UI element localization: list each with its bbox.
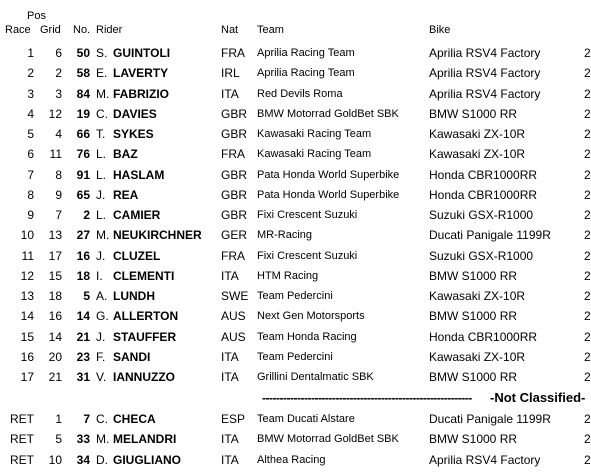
bike-cell: BMW S1000 RR [429, 106, 518, 121]
rider-surname: CLEMENTI [113, 268, 175, 283]
grid-cell: 1 [55, 412, 62, 426]
race-cell: 13 [20, 289, 34, 303]
header-pos: Pos [27, 10, 46, 22]
race-cell: 14 [20, 309, 34, 324]
bike-cell: Honda CBR1000RR [429, 187, 538, 202]
number-cell: 23 [76, 349, 90, 364]
bike-cell: Suzuki GSX-R1000 [429, 208, 534, 222]
rider-surname: STAUFFER [113, 329, 177, 344]
bike-cell: Honda CBR1000RR [429, 167, 538, 182]
team-cell: HTM Racing [257, 269, 319, 282]
cut-off-column: 2 [584, 309, 591, 324]
table-row [0, 286, 591, 306]
table-row [0, 306, 591, 326]
cut-off-column: 2 [584, 248, 591, 263]
team-cell: Kawasaki Racing Team [257, 128, 372, 140]
nat-cell: GBR [221, 106, 248, 121]
cut-off-column: 2 [584, 349, 591, 364]
bike-cell: Aprilia RSV4 Factory [429, 46, 541, 60]
table-row [0, 43, 591, 63]
team-cell: Pata Honda World Superbike [257, 188, 400, 201]
race-cell: 12 [20, 268, 34, 283]
cut-off-column: 2 [584, 329, 591, 344]
team-cell: MR-Racing [257, 229, 313, 242]
race-cell: 15 [20, 329, 34, 344]
bike-cell: Kawasaki ZX-10R [429, 147, 526, 162]
grid-cell: 11 [49, 147, 62, 162]
table-row [0, 84, 591, 104]
table-row [0, 124, 591, 144]
team-cell: BMW Motorrad GoldBet SBK [257, 107, 399, 120]
rider-initial: L. [96, 147, 107, 162]
header-race: Race [5, 24, 31, 36]
table-row [0, 63, 591, 83]
cut-off-column: 2 [584, 86, 591, 101]
rider-surname: FABRIZIO [113, 86, 169, 101]
table-row [0, 185, 591, 205]
grid-cell: 9 [55, 187, 62, 202]
number-cell: 5 [83, 289, 90, 303]
team-cell: Red Devils Roma [257, 87, 343, 100]
rider-initial: M. [96, 432, 110, 447]
table-row [0, 104, 591, 124]
number-cell: 18 [76, 268, 90, 283]
table-row [0, 266, 591, 286]
rider-initial: J. [96, 329, 106, 344]
table-row [0, 225, 591, 245]
team-cell: Team Honda Racing [257, 330, 357, 343]
header-bike: Bike [429, 24, 451, 36]
number-cell: 33 [76, 432, 90, 447]
table-row [0, 327, 591, 347]
rider-surname: SANDI [113, 349, 151, 364]
team-cell: Team Pedercini [257, 350, 333, 363]
bike-cell: Kawasaki ZX-10R [429, 349, 526, 364]
number-cell: 58 [76, 66, 90, 81]
grid-cell: 8 [55, 167, 62, 182]
rider-surname: SYKES [113, 127, 154, 141]
header-team: Team [257, 24, 284, 36]
rider-surname: DAVIES [113, 106, 157, 121]
nat-cell: FRA [221, 147, 245, 162]
rider-initial: M. [96, 228, 110, 243]
cut-off-column: 2 [584, 452, 591, 467]
not-classified-separator [0, 388, 588, 408]
rider-initial: L. [96, 167, 107, 182]
rider-initial: J. [96, 187, 106, 202]
bike-cell: Ducati Panigale 1199R [429, 228, 551, 243]
team-cell: Team Ducati Alstare [257, 413, 355, 425]
rider-initial: T. [96, 127, 106, 141]
race-cell: 7 [27, 167, 34, 182]
rider-initial: A. [96, 289, 108, 303]
team-cell: Fixi Crescent Suzuki [257, 209, 358, 221]
grid-cell: 6 [55, 46, 62, 60]
number-cell: 27 [76, 228, 90, 243]
bike-cell: Kawasaki ZX-10R [429, 289, 526, 303]
bike-cell: Suzuki GSX-R1000 [429, 248, 534, 263]
cut-off-column: 2 [584, 432, 591, 447]
race-cell: 5 [27, 127, 34, 141]
grid-cell: 2 [55, 66, 62, 81]
rider-surname: NEUKIRCHNER [113, 228, 202, 243]
header-nat: Nat [221, 24, 239, 36]
nat-cell: ITA [221, 268, 239, 283]
nat-cell: ITA [221, 432, 239, 447]
team-cell: Fixi Crescent Suzuki [257, 249, 358, 262]
team-cell: BMW Motorrad GoldBet SBK [257, 433, 399, 446]
race-cell: 16 [20, 349, 34, 364]
rider-initial: C. [96, 106, 108, 121]
bike-cell: Ducati Panigale 1199R [429, 412, 551, 426]
grid-cell: 5 [55, 432, 62, 447]
race-cell: 17 [20, 370, 34, 384]
nat-cell: ITA [221, 349, 239, 364]
rider-surname: LAVERTY [113, 66, 169, 81]
rider-surname: CAMIER [113, 208, 161, 222]
rider-surname: GIUGLIANO [113, 452, 181, 467]
race-cell: RET [10, 452, 34, 467]
nat-cell: ITA [221, 86, 239, 101]
rider-initial: L. [96, 208, 107, 222]
bike-cell: Aprilia RSV4 Factory [429, 66, 541, 81]
rider-initial: D. [96, 452, 108, 467]
grid-cell: 17 [48, 248, 62, 263]
nat-cell: GBR [221, 127, 248, 141]
nat-cell: FRA [221, 248, 245, 263]
number-cell: 31 [76, 370, 90, 384]
rider-surname: LUNDH [113, 289, 155, 303]
cut-off-column: 2 [584, 66, 591, 81]
grid-cell: 13 [48, 228, 62, 243]
nat-cell: AUS [221, 329, 246, 344]
rider-initial: E. [96, 66, 108, 81]
team-cell: Pata Honda World Superbike [257, 168, 400, 181]
number-cell: 34 [76, 452, 90, 467]
rider-surname: BAZ [113, 147, 138, 162]
cut-off-column: 2 [584, 208, 591, 222]
cut-off-column: 2 [584, 187, 591, 202]
cut-off-column: 2 [584, 289, 591, 303]
team-cell: Kawasaki Racing Team [257, 148, 372, 161]
race-cell: RET [10, 412, 34, 426]
table-row [0, 205, 591, 225]
grid-cell: 16 [48, 309, 62, 324]
grid-cell: 21 [48, 370, 62, 384]
bike-cell: BMW S1000 RR [429, 432, 518, 447]
table-row [0, 246, 591, 266]
cut-off-column: 2 [584, 167, 591, 182]
cut-off-column: 2 [584, 106, 591, 121]
team-cell: Aprilia Racing Team [257, 67, 355, 80]
number-cell: 14 [76, 309, 90, 324]
header-no: No. [73, 24, 91, 36]
nat-cell: GBR [221, 167, 248, 182]
grid-cell: 10 [48, 452, 62, 467]
cut-off-column: 2 [584, 147, 591, 162]
race-cell: 9 [27, 208, 34, 222]
table-row [0, 165, 591, 185]
grid-cell: 4 [55, 127, 62, 141]
race-cell: 11 [21, 248, 34, 263]
grid-cell: 12 [48, 106, 62, 121]
cut-off-column: 2 [584, 370, 591, 384]
cut-off-column: 2 [584, 412, 591, 426]
grid-cell: 18 [48, 289, 62, 303]
number-cell: 2 [83, 208, 90, 222]
team-cell: Team Pedercini [257, 290, 333, 302]
table-row [0, 367, 591, 387]
nat-cell: ITA [221, 370, 239, 384]
table-row [0, 450, 591, 470]
race-cell: 3 [27, 86, 34, 101]
table-row [0, 347, 591, 367]
number-cell: 66 [76, 127, 90, 141]
number-cell: 76 [76, 147, 90, 162]
team-cell: Next Gen Motorsports [257, 310, 365, 323]
cut-off-column: 2 [584, 46, 591, 60]
grid-cell: 20 [48, 349, 62, 364]
grid-cell: 3 [55, 86, 62, 101]
cut-off-column: 2 [584, 127, 591, 141]
header-grid: Grid [40, 24, 61, 36]
team-cell: Grillini Dentalmatic SBK [257, 371, 374, 383]
number-cell: 50 [76, 46, 90, 60]
rider-initial: V. [96, 370, 107, 384]
bike-cell: BMW S1000 RR [429, 268, 518, 283]
table-row [0, 144, 591, 164]
nat-cell: ITA [221, 452, 239, 467]
race-cell: 6 [27, 147, 34, 162]
nat-cell: GBR [221, 208, 248, 222]
rider-initial: S. [96, 46, 108, 60]
number-cell: 16 [76, 248, 90, 263]
rider-surname: REA [113, 187, 139, 202]
rider-surname: CLUZEL [113, 248, 161, 263]
race-cell: 2 [27, 66, 34, 81]
number-cell: 21 [76, 329, 90, 344]
rider-surname: ALLERTON [113, 309, 179, 324]
nat-cell: ESP [221, 412, 246, 426]
grid-cell: 14 [48, 329, 62, 344]
number-cell: 65 [76, 187, 90, 202]
separator-dashes: ------------------------------------------------------------ [262, 391, 472, 405]
grid-cell: 7 [55, 208, 62, 222]
table-row [0, 429, 591, 449]
number-cell: 84 [76, 86, 90, 101]
not-classified-label: -Not Classified- [490, 390, 586, 405]
race-cell: 4 [27, 106, 34, 121]
rider-surname: IANNUZZO [113, 370, 175, 384]
number-cell: 7 [83, 412, 90, 426]
rider-surname: GUINTOLI [113, 46, 171, 60]
nat-cell: SWE [221, 289, 249, 303]
rider-initial: I. [96, 268, 103, 283]
bike-cell: BMW S1000 RR [429, 370, 518, 384]
grid-cell: 15 [48, 268, 62, 283]
rider-surname: CHECA [113, 412, 156, 426]
bike-cell: Aprilia RSV4 Factory [429, 452, 541, 467]
header-rider: Rider [96, 24, 123, 36]
team-cell: Althea Racing [257, 453, 326, 466]
rider-initial: C. [96, 412, 108, 426]
rider-initial: F. [96, 349, 106, 364]
bike-cell: Kawasaki ZX-10R [429, 127, 526, 141]
rider-surname: MELANDRI [113, 432, 177, 447]
cut-off-column: 2 [584, 228, 591, 243]
bike-cell: Aprilia RSV4 Factory [429, 86, 541, 101]
rider-initial: J. [96, 248, 106, 263]
cut-off-column: 2 [584, 268, 591, 283]
race-cell: 10 [20, 228, 34, 243]
rider-initial: M. [96, 86, 110, 101]
bike-cell: Honda CBR1000RR [429, 329, 538, 344]
race-cell: 8 [27, 187, 34, 202]
nat-cell: FRA [221, 46, 245, 60]
nat-cell: IRL [221, 66, 240, 81]
team-cell: Aprilia Racing Team [257, 47, 355, 59]
number-cell: 19 [76, 106, 90, 121]
nat-cell: GER [221, 228, 248, 243]
race-cell: RET [10, 432, 34, 447]
rider-surname: HASLAM [113, 167, 165, 182]
nat-cell: AUS [221, 309, 246, 324]
table-row [0, 409, 591, 429]
bike-cell: BMW S1000 RR [429, 309, 518, 324]
race-cell: 1 [27, 46, 34, 60]
number-cell: 91 [76, 167, 90, 182]
rider-initial: G. [96, 309, 109, 324]
nat-cell: GBR [221, 187, 248, 202]
